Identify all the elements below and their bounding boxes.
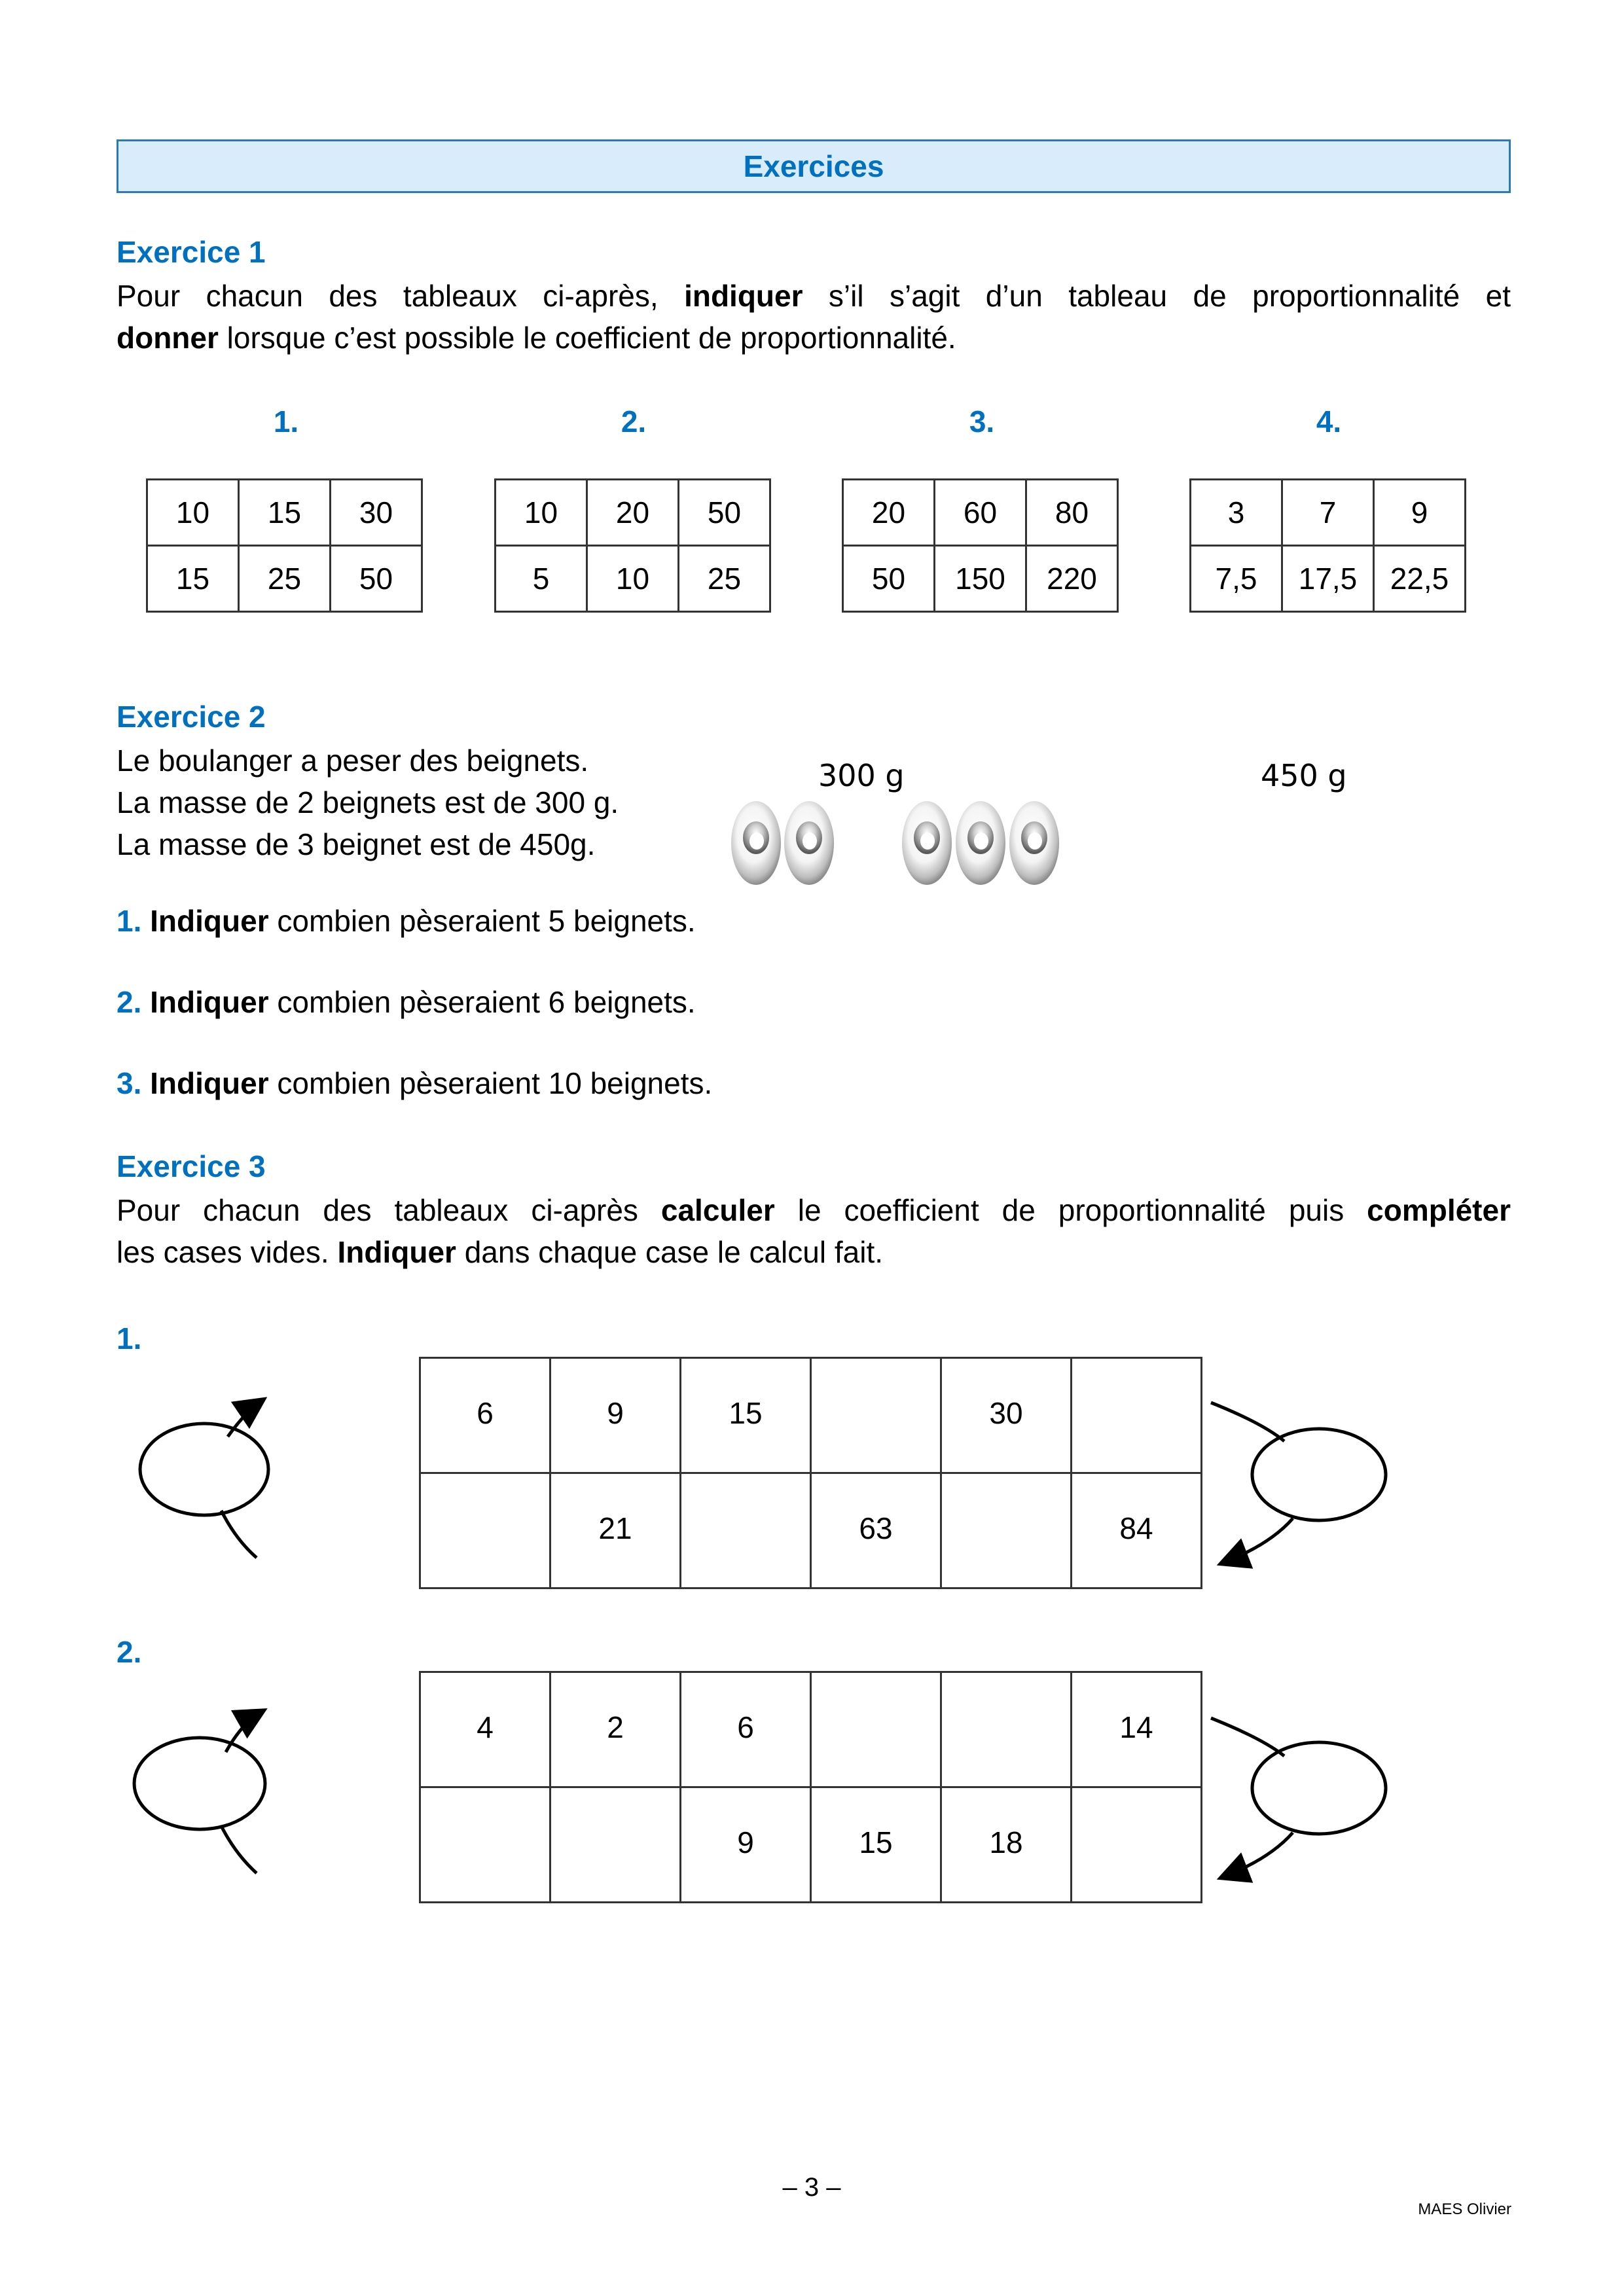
table-label: 1. <box>273 404 299 439</box>
cell: 9 <box>681 1787 811 1903</box>
question-text: combien pèseraient 6 beignets. <box>268 985 696 1019</box>
cell: 17,5 <box>1282 546 1374 612</box>
table-label: 1. <box>117 1321 142 1355</box>
cell: 220 <box>1026 546 1118 612</box>
question-number: 2. <box>117 985 142 1019</box>
cell: 9 <box>550 1358 681 1473</box>
bold-text: Indiquer <box>337 1235 456 1269</box>
statement-line: Le boulanger a peser des beignets. <box>117 744 589 778</box>
cell: 6 <box>681 1672 811 1787</box>
cell: 60 <box>935 480 1026 546</box>
arrow-down-icon <box>1223 1518 1293 1563</box>
arrow-curve <box>1211 1718 1284 1756</box>
coefficient-circle-left[interactable] <box>134 1738 265 1829</box>
text: les cases vides. <box>117 1235 338 1269</box>
statement-line: La masse de 2 beignets est de 300 g. <box>117 785 619 819</box>
exercise2-title: Exercice 2 <box>117 700 266 734</box>
cell: 80 <box>1026 480 1118 546</box>
cell: 30 <box>331 480 422 546</box>
cell: 50 <box>843 546 935 612</box>
cell: 22,5 <box>1374 546 1466 612</box>
cell: 18 <box>941 1787 1072 1903</box>
cell: 6 <box>420 1358 550 1473</box>
table-label: 3. <box>969 404 995 439</box>
cell: 21 <box>550 1473 681 1588</box>
cell: 15 <box>681 1358 811 1473</box>
cell: 10 <box>587 546 679 612</box>
arrow-curve <box>1211 1403 1284 1441</box>
cell: 14 <box>1072 1672 1202 1787</box>
cell: 15 <box>239 480 331 546</box>
cell: 7,5 <box>1191 546 1282 612</box>
author: MAES Olivier <box>1418 2200 1511 2218</box>
cell: 7 <box>1282 480 1374 546</box>
cell: 10 <box>496 480 587 546</box>
cell: 50 <box>331 546 422 612</box>
cell: 15 <box>147 546 239 612</box>
arrow-up-icon <box>226 1712 262 1752</box>
cell: 50 <box>679 480 770 546</box>
weight-label-300: 300 g <box>818 758 905 793</box>
arrow-curve <box>221 1511 257 1558</box>
question-text: combien pèseraient 10 beignets. <box>268 1066 713 1100</box>
cell: 15 <box>811 1787 941 1903</box>
cell: 5 <box>496 546 587 612</box>
cell: 2 <box>550 1672 681 1787</box>
bold-text: donner <box>117 321 219 355</box>
cell: 20 <box>843 480 935 546</box>
coefficient-circle-right[interactable] <box>1252 1742 1386 1834</box>
table-label: 2. <box>117 1635 142 1669</box>
bold-text: calculer <box>660 1193 775 1227</box>
exercise3-title: Exercice 3 <box>117 1149 266 1183</box>
bold-text: compléter <box>1367 1193 1511 1227</box>
table-label: 4. <box>1316 404 1342 439</box>
arrow-curve <box>221 1826 257 1873</box>
cell: 25 <box>239 546 331 612</box>
exercise1-title: Exercice 1 <box>117 235 266 269</box>
coefficient-circle-left[interactable] <box>140 1424 268 1515</box>
cell: 25 <box>679 546 770 612</box>
cell: 9 <box>1374 480 1466 546</box>
text: s’il s’agit d’un tableau de proportionnalité et <box>803 279 1511 313</box>
text: Pour chacun des tableaux ci-après <box>117 1193 661 1227</box>
statement-line: La masse de 3 beignet est de 450g. <box>117 827 596 861</box>
question-text: combien pèseraient 5 beignets. <box>268 904 696 938</box>
question-number: 3. <box>117 1066 142 1100</box>
cell: 150 <box>935 546 1026 612</box>
question-verb: Indiquer <box>150 1066 269 1100</box>
text: Pour chacun des tableaux ci-après, <box>117 279 685 313</box>
bold-text: indiquer <box>684 279 803 313</box>
text: lorsque c’est possible le coefficient de proportionnalité. <box>218 321 956 355</box>
arrow-down-icon <box>1223 1833 1293 1877</box>
weight-label-450: 450 g <box>1261 758 1347 793</box>
text: dans chaque case le calcul fait. <box>456 1235 884 1269</box>
cell: 84 <box>1072 1473 1202 1588</box>
cell: 4 <box>420 1672 550 1787</box>
cell: 3 <box>1191 480 1282 546</box>
table-label: 2. <box>621 404 647 439</box>
page-number: – 3 – <box>782 2173 841 2202</box>
question-number: 1. <box>117 904 142 938</box>
cell: 20 <box>587 480 679 546</box>
coefficient-circle-right[interactable] <box>1252 1429 1386 1520</box>
question-verb: Indiquer <box>150 985 269 1019</box>
section-title: Exercices <box>743 149 884 183</box>
question-verb: Indiquer <box>150 904 269 938</box>
cell: 10 <box>147 480 239 546</box>
arrow-up-icon <box>228 1401 262 1437</box>
cell: 30 <box>941 1358 1072 1473</box>
text: le coefficient de proportionnalité puis <box>774 1193 1367 1227</box>
cell: 63 <box>811 1473 941 1588</box>
